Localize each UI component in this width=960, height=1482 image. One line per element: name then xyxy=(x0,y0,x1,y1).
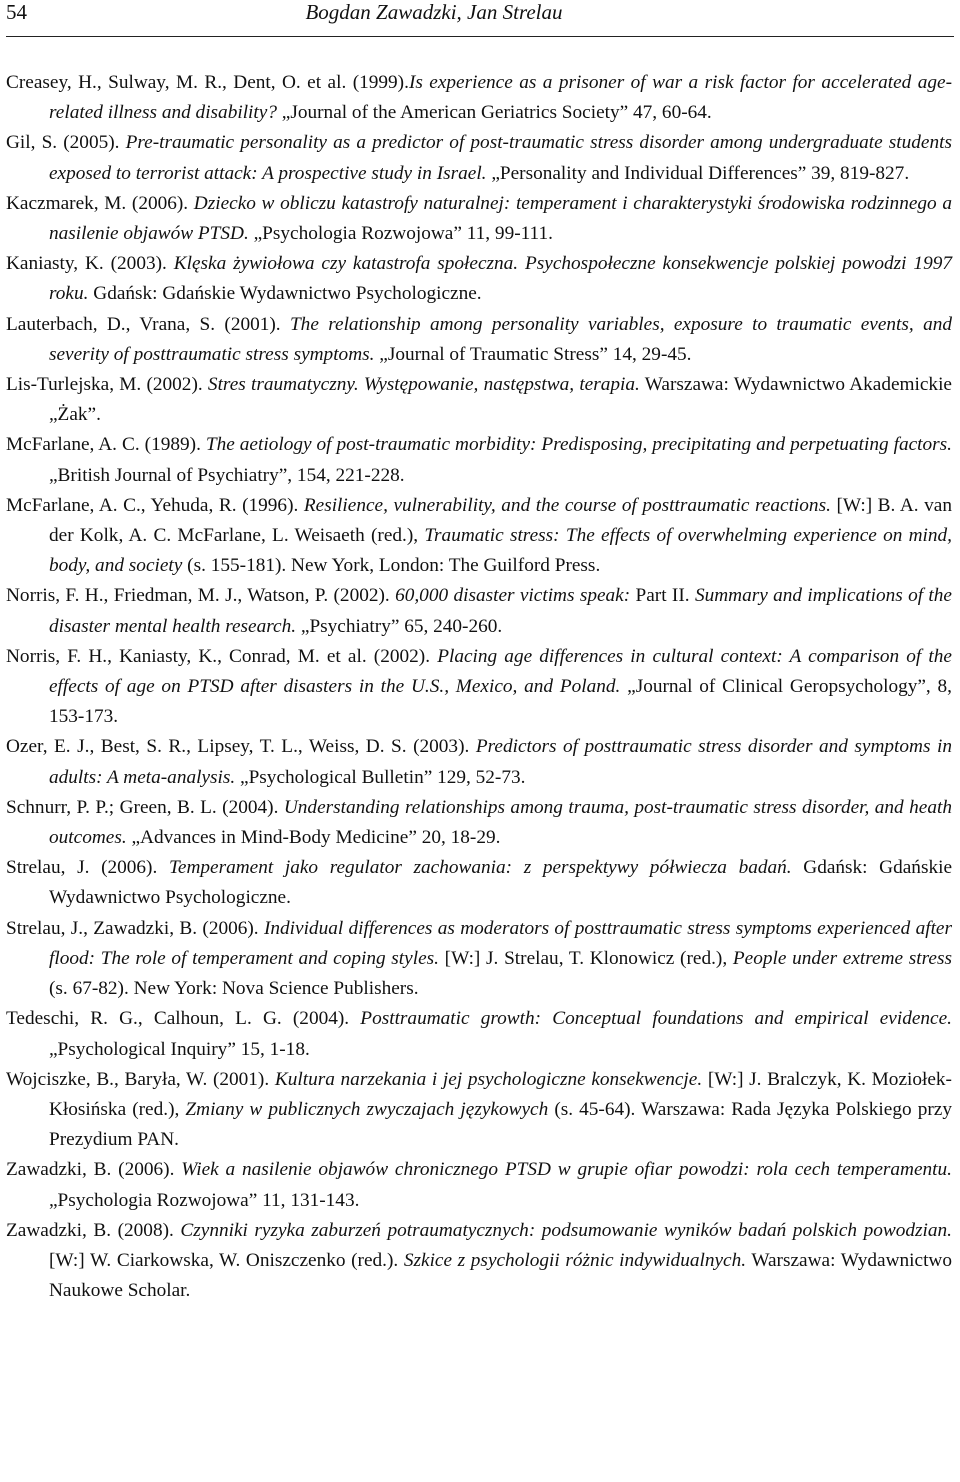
ref-authors: Strelau, J. (2006). xyxy=(6,857,158,879)
reference-item xyxy=(6,189,952,249)
ref-source: Part II. xyxy=(630,585,690,607)
ref-book-title: Traumatic stress: The effects of overwhelming experience on mind, body, and society xyxy=(49,525,953,577)
ref-authors: McFarlane, A. C. (1989). xyxy=(6,434,201,456)
ref-title: Stres traumatyczny. Występowanie, następstwa, terapia. xyxy=(202,374,640,396)
ref-authors: Wojciszke, B., Baryła, W. (2001). xyxy=(6,1068,270,1090)
ref-authors: Lauterbach, D., Vrana, S. (2001). xyxy=(6,313,281,335)
ref-source: „Personality and Individual Differences” 39, 819-827. xyxy=(486,162,910,184)
ref-authors: Norris, F. H., Kaniasty, K., Conrad, M. et al. (2002). xyxy=(6,645,431,667)
ref-title: Is experience as a prisoner of war a risk factor for accelerated age-related illness and disability? xyxy=(49,72,952,124)
ref-title: Understanding relationships among trauma, post-traumatic stress disorder, and heath outcomes. xyxy=(49,796,952,849)
reference-item xyxy=(6,1155,952,1215)
ref-source: „Psychological Inquiry” 15, 1-18. xyxy=(49,1038,310,1060)
ref-title: Czynniki ryzyka zaburzeń potraumatycznych: podsumowanie wyników badań polskich powodzian. xyxy=(173,1219,952,1241)
reference-item xyxy=(6,128,952,188)
ref-publisher: Warszawa: Wydawnictwo Naukowe Scholar. xyxy=(49,1249,952,1302)
reference-item xyxy=(6,68,952,128)
reference-item xyxy=(6,249,952,309)
ref-title: Placing age differences in cultural context: A comparison of the effects of age on PTSD after disasters in the U.S., Mexico, and Poland. xyxy=(49,645,952,698)
ref-authors: Strelau, J., Zawadzki, B. (2006). xyxy=(6,917,259,939)
reference-item xyxy=(6,491,952,582)
ref-title: Posttraumatic growth: Conceptual foundations and empirical evidence. xyxy=(349,1008,952,1030)
ref-title: Klęska żywiołowa czy katastrofa społeczna. Psychospołeczne konsekwencje polskiej powodzi 1997 roku. xyxy=(49,253,952,305)
ref-authors: Gil, S. (2005). xyxy=(6,132,120,154)
reference-item xyxy=(6,430,952,490)
ref-authors: Tedeschi, R. G., Calhoun, L. G. (2004). xyxy=(6,1008,350,1030)
ref-authors: Schnurr, P. P.; Green, B. L. (2004). xyxy=(6,796,279,818)
ref-source: „Advances in Mind-Body Medicine” 20, 18-29. xyxy=(126,827,501,849)
ref-authors: Zawadzki, B. (2008). xyxy=(6,1219,174,1241)
ref-book-title: People under extreme stress xyxy=(727,947,952,969)
reference-item xyxy=(6,914,952,1005)
ref-authors: Ozer, E. J., Best, S. R., Lipsey, T. L., Weiss, D. S. (2003). xyxy=(6,736,470,758)
ref-source: „Journal of Clinical Geropsychology”, 8, 153-173. xyxy=(49,676,952,728)
ref-authors: Kaniasty, K. (2003). xyxy=(6,253,167,275)
ref-book-title: Zmiany w publicznych zwyczajach językowych xyxy=(179,1098,549,1120)
ref-authors: Lis-Turlejska, M. (2002). xyxy=(6,374,203,396)
ref-title: Resilience, vulnerability, and the course of posttraumatic reactions. xyxy=(298,494,831,516)
ref-authors: Norris, F. H., Friedman, M. J., Watson, P. (2002). xyxy=(6,585,390,607)
ref-title: Wiek a nasilenie objawów chronicznego PTSD w grupie ofiar powodzi: rola cech temperamentu. xyxy=(174,1159,952,1181)
ref-publisher: (s. 67-82). New York: Nova Science Publishers. xyxy=(49,978,419,1000)
ref-source: „Journal of the American Geriatrics Society” 47, 60-64. xyxy=(276,102,712,124)
reference-item xyxy=(6,310,952,370)
reference-item xyxy=(6,1065,952,1156)
ref-title: The relationship among personality variables, exposure to traumatic events, and severity of posttraumatic stress symptoms. xyxy=(49,313,952,365)
ref-source: [W:] W. Ciarkowska, W. Oniszczenko (red.). xyxy=(49,1249,399,1271)
reference-item xyxy=(6,581,952,641)
page-header xyxy=(6,0,952,34)
ref-source: „Journal of Traumatic Stress” 14, 29-45. xyxy=(374,343,692,365)
ref-title: Predictors of posttraumatic stress disorder and symptoms in adults: A meta-analysis. xyxy=(49,736,952,788)
ref-authors: McFarlane, A. C., Yehuda, R. (1996). xyxy=(6,494,299,516)
reference-item xyxy=(6,793,952,853)
ref-source: [W:] J. Bralczyk, K. Moziołek-Kłosińska (red.), xyxy=(49,1068,952,1120)
ref-source: Warszawa: Wydawnictwo Akademickie „Żak”. xyxy=(49,374,952,426)
header-rule xyxy=(6,36,954,37)
ref-title: Dziecko w obliczu katastrofy naturalnej: temperament i charakterystyki środowiska rodzinnego a nasilenie objawów PTSD. xyxy=(49,192,952,245)
ref-publisher: (s. 155-181). New York, London: The Guilford Press. xyxy=(182,555,601,577)
reference-item xyxy=(6,853,952,913)
reference-list xyxy=(6,68,952,1306)
ref-title: Kultura narzekania i jej psychologiczne konsekwencje. xyxy=(269,1068,703,1090)
ref-authors: Kaczmarek, M. (2006). xyxy=(6,192,189,214)
ref-source: [W:] B. A. van der Kolk, A. C. McFarlane, L. Weisaeth (red.), xyxy=(49,494,952,547)
ref-journal: „Psychiatry” 65, 240-260. xyxy=(296,615,503,637)
ref-publisher: (s. 45-64). Warszawa: Rada Języka Polskiego przy Prezydium PAN. xyxy=(49,1098,952,1151)
ref-title-part: Summary and implications of the disaster mental health research. xyxy=(49,585,952,637)
ref-title: The aetiology of post-traumatic morbidity: Predisposing, precipitating and perpetuating factors. xyxy=(200,434,952,456)
ref-authors: Zawadzki, B. (2006). xyxy=(6,1159,175,1181)
ref-source: [W:] J. Strelau, T. Klonowicz (red.), xyxy=(438,947,728,969)
ref-source: „Psychologia Rozwojowa” 11, 131-143. xyxy=(49,1189,360,1211)
ref-source: „British Journal of Psychiatry”, 154, 221-228. xyxy=(49,464,405,486)
reference-item xyxy=(6,642,952,733)
ref-source: Gdańsk: Gdańskie Wydawnictwo Psychologiczne. xyxy=(88,283,482,305)
ref-title: Pre-traumatic personality as a predictor of post-traumatic stress disorder among undergraduate students exposed to terrorist attack: A prospective study in Israel. xyxy=(49,132,952,184)
reference-item xyxy=(6,1004,952,1064)
running-head: Bogdan Zawadzki, Jan Strelau xyxy=(305,0,563,24)
ref-title: Temperament jako regulator zachowania: z perspektywy półwiecza badań. xyxy=(157,857,792,879)
page-number: 54 xyxy=(6,0,27,24)
ref-book-title: Szkice z psychologii różnic indywidualnych. xyxy=(398,1249,747,1271)
ref-authors: Creasey, H., Sulway, M. R., Dent, O. et al. (1999). xyxy=(6,72,409,93)
ref-source: „Psychologia Rozwojowa” 11, 99-111. xyxy=(248,223,553,245)
ref-source: „Psychological Bulletin” 129, 52-73. xyxy=(235,766,526,788)
reference-item xyxy=(6,732,952,792)
reference-item xyxy=(6,1216,952,1307)
reference-item xyxy=(6,370,952,430)
ref-title: 60,000 disaster victims speak: xyxy=(389,585,631,607)
ref-title: Individual differences as moderators of posttraumatic stress symptoms experienced after flood: The role of temperament and coping styles. xyxy=(49,917,952,969)
ref-source: Gdańsk: Gdańskie Wydawnictwo Psychologiczne. xyxy=(49,857,953,909)
